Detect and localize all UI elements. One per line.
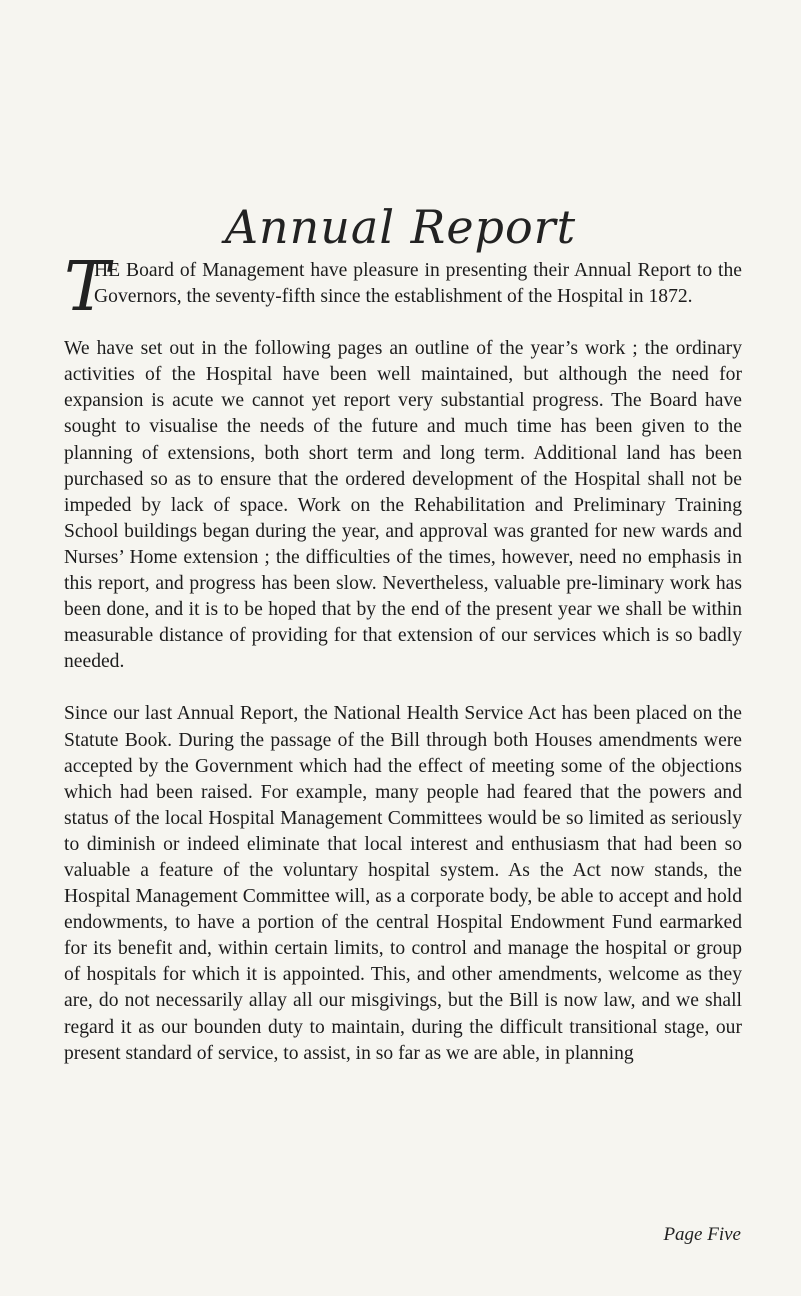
drop-cap: T: [64, 248, 110, 327]
page-number: Page Five: [663, 1224, 741, 1245]
paragraph-work-outline: We have set out in the following pages an outline of the year’s work ; the ordinary activities of the Hospital have been well maintained, but although the need for expansion is acute we cannot yet report very substantial progress. The Board have sought to visualise the needs of the future and much time has been given to the planning of extensions, both short term and long term. Additional land has been purchased so as to ensure that the ordered development of the Hospital shall not be impeded by lack of space. Work on the Rehabilitation and Preliminary Training School buildings began during the year, and approval was granted for new wards and Nurses’ Home extension ; the difficulties of the times, however, need no emphasis in this report, and progress has been slow. Nevertheless, valuable pre-liminary work has been done, and it is to be hoped that by the end of the present year we shall be within measurable distance of providing for that extension of our services which is so badly needed.: [64, 338, 742, 673]
paragraph-opening: [64, 248, 742, 327]
paragraph-opening-text: HE Board of Management have pleasure in presenting their Annual Report to the Governors, the seventy-fifth since the establishment of the Hospital in 1872.: [94, 260, 742, 308]
page-title: Annual Report: [224, 200, 577, 254]
report-body: [64, 248, 742, 1093]
paragraph-health-service-act: Since our last Annual Report, the National Health Service Act has been placed on the Statute Book. During the passage of the Bill through both Houses amendments were accepted by the Government which had the effect of meeting some of the objections which had been raised. For example, many people had feared that the powers and status of the local Hospital Management Committees would be so limited as seriously to diminish or indeed eliminate that local interest and enthusiasm that had been so valuable a feature of the voluntary hospital system. As the Act now stands, the Hospital Management Committee will, as a corporate body, be able to accept and hold endowments, to have a portion of the central Hospital Endowment Fund earmarked for its benefit and, within certain limits, to control and manage the hospital or group of hospitals for which it is appointed. This, and other amendments, welcome as they are, do not necessarily allay all our misgivings, but the Bill is now law, and we shall regard it as our bounden duty to maintain, during the difficult transitional stage, our present standard of service, to assist, in so far as we are able, in planning: [64, 703, 742, 1064]
